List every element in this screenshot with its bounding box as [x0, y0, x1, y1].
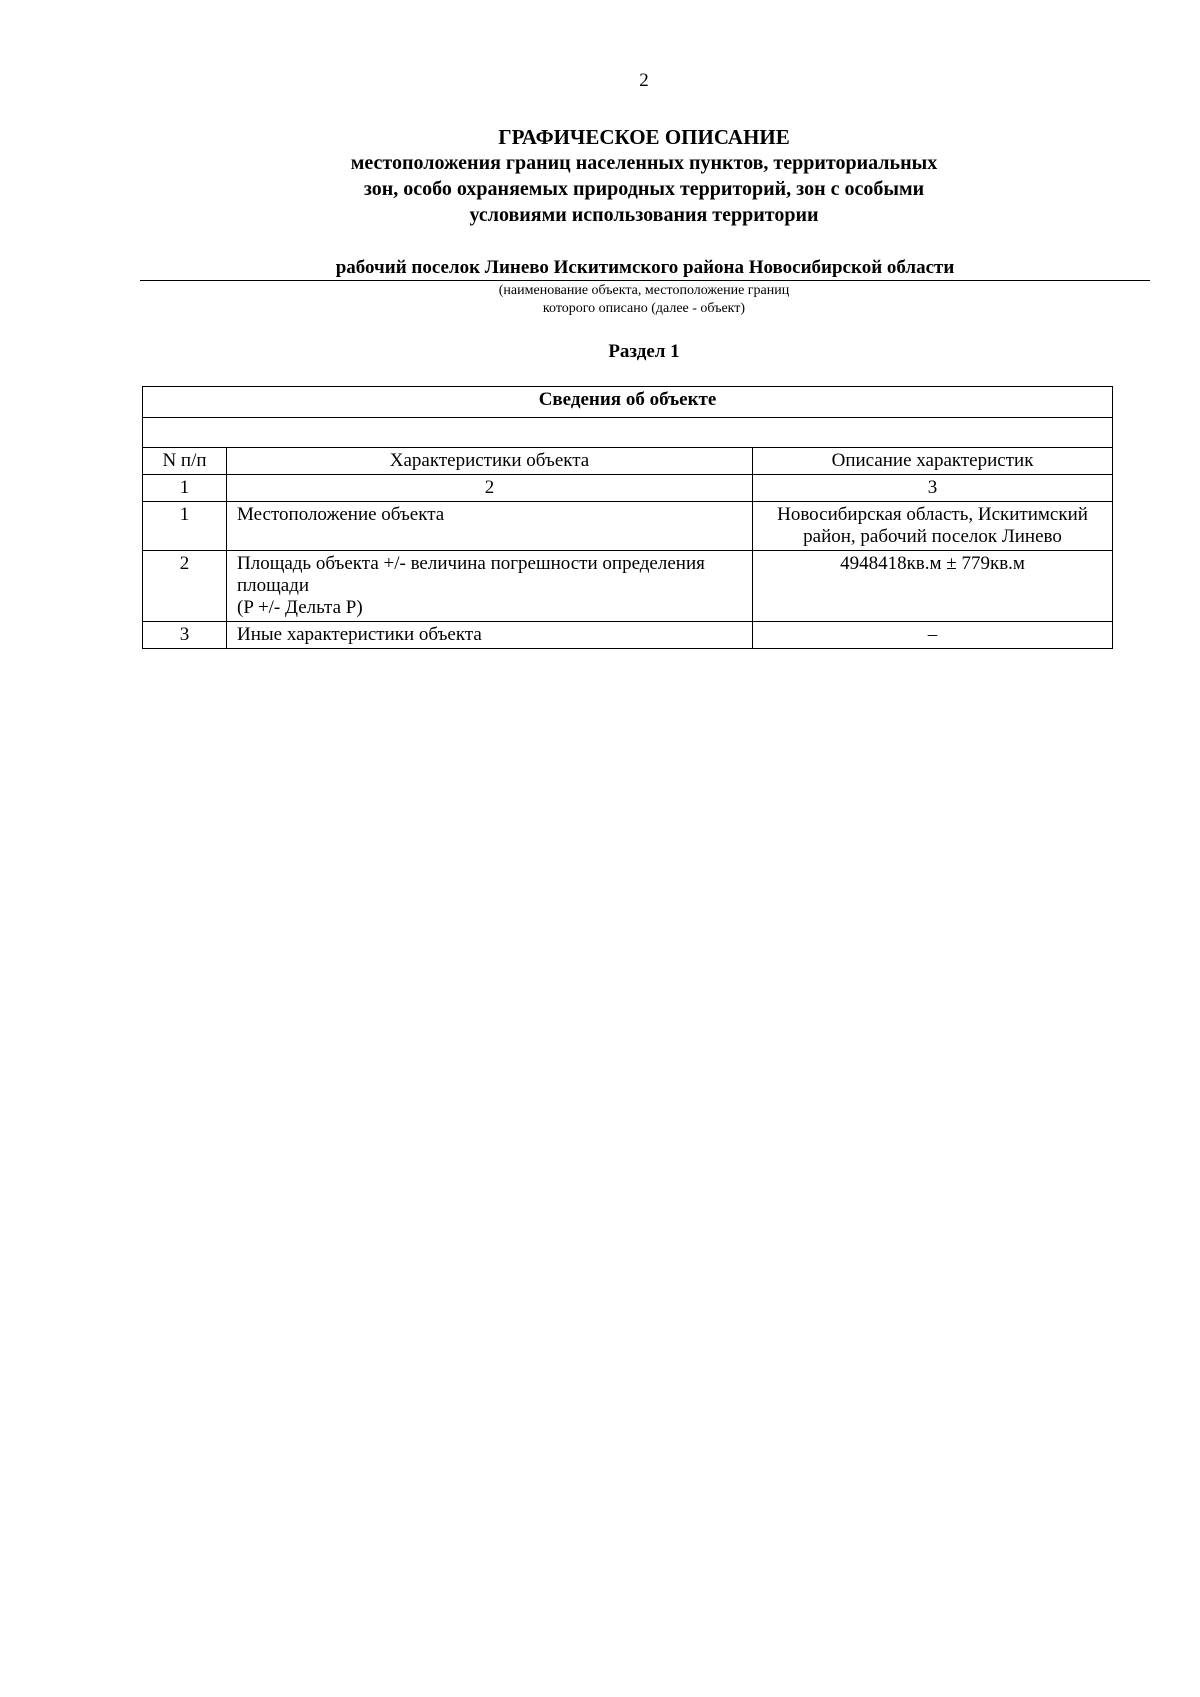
row-description: 4948418кв.м ± 779кв.м	[753, 551, 1113, 622]
object-caption-line-2: которого описано (далее - объект)	[542, 301, 746, 316]
table-empty-cell	[143, 418, 1113, 448]
table-row	[143, 622, 1113, 649]
object-info-table	[142, 386, 1113, 649]
header-characteristic: Характеристики объекта	[227, 448, 753, 475]
title-line-2: зон, особо охраняемых природных территорий, зон с особыми	[363, 178, 925, 200]
title-main: ГРАФИЧЕСКОЕ ОПИСАНИЕ	[498, 125, 790, 149]
col-number-3: 3	[753, 475, 1113, 502]
table-title: Сведения об объекте	[143, 387, 1113, 418]
object-name: рабочий поселок Линево Искитимского района Новосибирской области	[140, 256, 1150, 281]
table-row	[143, 502, 1113, 551]
title-line-3: условиями использования территории	[469, 204, 819, 226]
row-description-line-2: район, рабочий поселок Линево	[803, 526, 1062, 547]
row-description	[753, 502, 1113, 551]
row-description-line-1: Новосибирская область, Искитимский	[777, 504, 1088, 525]
row-characteristic-line-3: (P +/- Дельта P)	[237, 597, 363, 618]
row-characteristic	[227, 551, 753, 622]
header-description: Описание характеристик	[753, 448, 1113, 475]
table-empty-row	[143, 418, 1113, 448]
col-number-2: 2	[227, 475, 753, 502]
object-caption	[0, 282, 1200, 318]
table-row	[143, 551, 1113, 622]
col-number-1: 1	[143, 475, 227, 502]
row-characteristic-line-1: Площадь объекта +/- величина погрешности определения	[237, 553, 705, 574]
row-num: 3	[143, 622, 227, 649]
header-num: N п/п	[143, 448, 227, 475]
table-title-row	[143, 387, 1113, 418]
row-characteristic: Местоположение объекта	[227, 502, 753, 551]
table-header-row	[143, 448, 1113, 475]
page-number: 2	[639, 70, 649, 91]
row-num: 2	[143, 551, 227, 622]
row-description: –	[753, 622, 1113, 649]
document-title	[0, 124, 1200, 228]
title-line-1: местоположения границ населенных пунктов, территориальных	[350, 152, 938, 174]
table-column-number-row	[143, 475, 1113, 502]
object-caption-line-1: (наименование объекта, местоположение границ	[498, 283, 790, 298]
row-characteristic-line-2: площади	[237, 575, 310, 596]
row-num: 1	[143, 502, 227, 551]
row-characteristic: Иные характеристики объекта	[227, 622, 753, 649]
section-title: Раздел 1	[608, 341, 680, 362]
